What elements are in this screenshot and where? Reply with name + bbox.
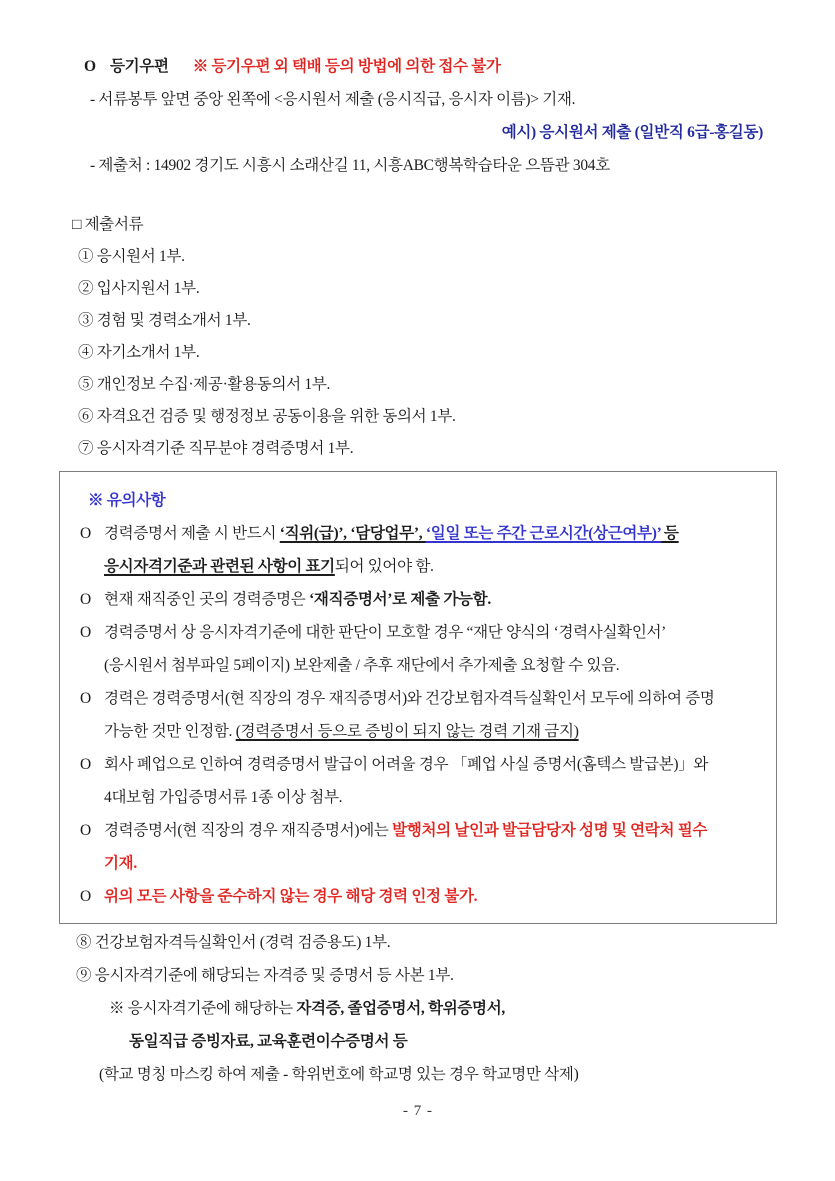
notice-bullet-body [104,748,764,814]
documents-heading: □ 제출서류 [72,216,144,233]
notice-bullet-career-cert-items [80,517,764,583]
text-segment-underlined: 등 [660,525,679,542]
text-line: 4대보험 가입증명서류 1종 이상 첨부. [104,789,343,806]
notice-heading: ※ 유의사항 [88,492,166,509]
text-segment: ※ 응시자격기준에 해당하는 [109,1000,297,1017]
submission-example-line: 예시) 응시원서 제출 (일반직 6급-홍길동) [501,124,763,141]
document-item-9: ⑨ 응시자격기준에 해당되는 자격증 및 증명서 등 사본 1부. [76,967,454,984]
text-line: 회사 폐업으로 인하여 경력증명서 발급이 어려울 경우 「폐업 사실 증명서(홈텍스 발급본)」와 [104,756,709,773]
notice-bullet-closed-company [80,748,764,814]
registered-mail-section [59,50,777,182]
notice-bullet-career-fact-confirmation [80,616,764,682]
circle-bullet-marker: O [84,58,96,75]
document-item-1: ① 응시원서 1부. [78,248,185,265]
document-item-2: ② 입사지원서 1부. [78,280,200,297]
notice-bullet-body [104,616,764,682]
text-segment-red: 발행처의 날인과 발급담당자 성명 및 연락처 필수 [392,822,708,839]
text-segment-blue-underlined: ‘일일 또는 주간 근로시간(상근여부)’ [425,525,661,542]
text-segment-red: 기재. [104,855,137,872]
document-item-8: ⑧ 건강보험자격득실확인서 (경력 검증용도) 1부. [76,934,391,951]
notice-bullet-body [104,517,764,583]
text-segment: 되어 있어야 함. [334,558,434,575]
notice-bullet-noncompliance-warning [80,880,764,913]
document-item-6: ⑥ 자격요건 검증 및 행정정보 공동이용을 위한 동의서 1부. [78,408,456,425]
circle-bullet-marker: O [80,591,91,608]
registered-mail-title: 등기우편 [110,58,169,75]
circle-bullet-marker: O [80,624,91,641]
additional-documents-section [59,926,777,1091]
envelope-instruction-line: - 서류봉투 앞면 중앙 왼쪽에 <응시원서 제출 (응시직급, 응시자 이름)> 기재. [90,91,576,108]
notice-bullet-issuer-seal-required [80,814,764,880]
text-segment: 경력증명서 제출 시 반드시 [104,525,280,542]
notice-bullet-body [104,682,764,748]
submission-documents-section [59,208,777,465]
circle-bullet-marker: O [80,525,91,542]
text-line: (응시원서 첨부파일 5페이지) 보완제출 / 추후 재단에서 추가제출 요청할 수 있음. [104,657,620,674]
text-segment-bold: ‘재직증명서’로 제출 가능함. [309,591,491,608]
qualification-note-line-1 [109,992,777,1025]
notice-bullet-body [104,583,764,616]
document-item-7: ⑦ 응시자격기준 직무분야 경력증명서 1부. [78,440,354,457]
qualification-note-line-2: 동일직급 증빙자료, 교육훈련이수증명서 등 [129,1033,408,1050]
registered-mail-warning: ※ 등기우편 외 택배 등의 방법에 의한 접수 불가 [192,58,501,75]
document-item-5: ⑤ 개인정보 수집·제공·활용동의서 1부. [78,376,331,393]
text-segment-bold: 자격증, 졸업증명서, 학위증명서, [296,1000,505,1017]
text-line: 경력은 경력증명서(현 직장의 경우 재직증명서)와 건강보험자격득실확인서 모두에 의하여 증명 [104,690,715,707]
document-item-3: ③ 경험 및 경력소개서 1부. [78,312,251,329]
text-line: 경력증명서 상 응시자격기준에 대한 판단이 모호할 경우 “재단 양식의 ‘경력사실확인서’ [104,624,667,641]
text-segment-underlined: ‘직위(급)’, ‘담당업무’, [279,525,426,542]
document-item-4: ④ 자기소개서 1부. [78,344,200,361]
notice-bullet-body [104,880,764,913]
circle-bullet-marker: O [80,822,91,839]
text-segment: 경력증명서(현 직장의 경우 재직증명서)에는 [104,822,393,839]
notice-box [59,471,777,924]
text-segment: 현재 재직중인 곳의 경력증명은 [104,591,310,608]
circle-bullet-marker: O [80,690,91,707]
registered-mail-title-line [84,50,777,83]
notice-bullet-body [104,814,764,880]
circle-bullet-marker: O [80,756,91,773]
text-segment: 가능한 것만 인정함. [104,723,236,740]
text-segment-red: 위의 모든 사항을 준수하지 않는 경우 해당 경력 인정 불가. [104,888,478,905]
notice-bullet-career-proof-scope [80,682,764,748]
text-segment-underlined: (경력증명서 등으로 증빙이 되지 않는 경력 기재 금지) [235,723,579,740]
school-masking-note: (학교 명칭 마스킹 하여 제출 - 학위번호에 학교명 있는 경우 학교명만 삭제) [99,1066,579,1083]
text-segment-underlined: 응시자격기준과 관련된 사항이 표기 [104,558,335,575]
page-number: - 7 - [403,1103,433,1119]
notice-bullet-employment-cert [80,583,764,616]
submission-address-line: - 제출처 : 14902 경기도 시흥시 소래산길 11, 시흥ABC행복학습타운 으뜸관 304호 [90,157,610,174]
circle-bullet-marker: O [80,888,91,905]
